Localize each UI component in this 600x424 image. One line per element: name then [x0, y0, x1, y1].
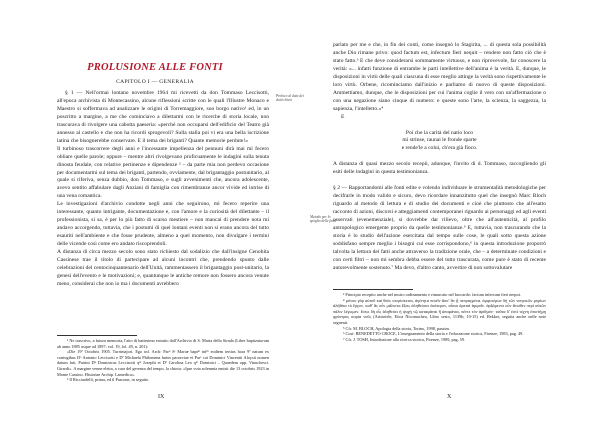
margin-note: Proloco al dato dei dotti chiesi — [276, 94, 304, 103]
page-title: PROLUSIONE ALLE FONTI — [87, 62, 223, 73]
footnote: ⁵ Cfr. M. BLOCH, Apologia della storia, Torino, 1998, passim. — [343, 325, 450, 331]
body-text — [333, 42, 546, 273]
page-number: X — [447, 394, 452, 400]
margin-note: Metodo per lo spoglio delle fonti — [310, 215, 336, 224]
footnote: ³ Principio recepito anche nel nostro ordinamento e rimarcato nel brocardo: factum infectum fieri nequit. — [343, 292, 521, 297]
footnote: ⁶ Cosí: BENEDETTO CROCE, L'insegnamento della storia e l'educazione storica, Firenze, 1983, pag. 49. — [343, 331, 524, 337]
footnote: ² Il Ricciardelli, prima, ed il Pascone, in seguito. — [67, 377, 150, 383]
paragraph: Le investigazioni d'archivio condotte negli anni che seguirono, mi fecero reperire una interessante, quanto intrigante, documentazione e, con l'amore e la curiosità del dilettante – il professionista, si sa, è per lo più fatto di scarso mestiere – non mancai di prendere nota mi andavo accorgendo, tuttavia, che i postumi di quei lontani eventi non si erano ancora del tutto esauriti nell'ambiente e che fosse prudente, almeno a quel momento, non divulgare i termini delle vicende così come ero andato riscoprendoli. — [57, 201, 269, 248]
poem-line: mi strinse, raunai le fronde sparte — [402, 137, 477, 144]
right-page — [300, 0, 600, 424]
paragraph: parlato per me e che, in fin dei conti, come insegnò lo Stagirita, ... di questa sola possibilità anche Dio rimane privo: quod factum est, infectum fieri nequit – rendere non fatto ciò che è stato fatto.³ E che deve considerarsi sommamente virtuoso, e non riprovevole, far conoscere la verità: «... infatti funzione di entrambe le parti intellettive dell'anima è la verità. E, dunque, le disposizioni in virtù delle quali ciascuna di esse meglio attinge la verità sono rispettivamente le loro virtù. Orbene, ricominciamo dall'inizio e parliamo di nuovo di queste disposizioni. Ammettiamo, dunque, che le disposizioni per cui l'anima coglie il vero con un'affermazione o con una negazione siano cinque di numero: e queste sono l'arte, la scienza, la saggezza, la sapienza, l'intelletto.»⁴ — [333, 42, 546, 112]
footnote-divider — [333, 289, 413, 290]
poem-line: e rende'le a colui, ch'era già fioco. — [401, 145, 478, 152]
footnote-divider — [57, 335, 137, 336]
paragraph: E — [341, 113, 345, 120]
paragraph: § 1 — Nell'ormai lontano novembre 1964 mi ricevetti da don Tommaso Leccisotti, all'epoca archivista di Montecassino, alcune riflessioni scritte con le quali l'Illustre Monaco e Maestro si soffermava ad analizzare le origini di Torremaggiore, suo borgo nativo¹ ed, in un poscritto a margine, a me che cominciavo a dilettarmi con le ricerche di storia locale, non trascurava di rivolgere una cabotta paeseria: «perché non occuparsi dell'edificio del Teatro già annesso al castello e che non ha ricordi sprogevoli? Sulla stalla poi vi era una bella iscrizione latina che bisognerebbe conservare. E il tema dei briganti? Quante memorie perdute!» — [57, 90, 269, 144]
paragraph: § 2 — Rapportandomi alle fonti edite e volendo individuare le strumentalità metodologiche per decifrarle in modo valido e sicuro, devo ricordare innanzitutto quel che insegnò Marc Bloch riguardo al metodo di lettura e di studio dei documenti e cioè che piuttosto che all'esatto racconto di azioni, discorsi e atteggiamenti contemporanei riguardo ai personaggi ed agli eventi osservati (evenemenziale), si dovrebbe dar rilievo, oltre che all'autenticità, al profilo antropologico emergente proprio da quelle testimonianze.⁵ E, tuttavia, non trascurando che la storia è lo studio dell'azione esercitata dal tempo sulle cose, le quali sotto questa azione soddisfano sempre meglio i bisogni cui esse corrispondono,⁶ in questa introduzione proporrò talvolta la lettura dei fatti anche attraverso la tradizione orale, che – a determinate condizioni e con certi filtri – non mi sembra debba essere del tutto trascurata, come pure è stato di recente autorevolmente sostenuto.⁷ Ma devo, d'altro canto, avvertire di non sottovalutare — [333, 185, 546, 271]
footnote: ¹ Ne trascrivo, a futura memoria, l'atto di battesimo estratto dall'Archivio di S. Maria della Strada (Liber baptizatorum ab anno 1885 usque ad 1897: vol. 19, fol. 49, n. 201): — [57, 338, 269, 349]
footnotes — [57, 338, 269, 383]
paragraph: A distanza di circa mezzo secolo sono stato richiesto dal sodalizio che dall'insigne Cenobita Cassinese trae il titolo di partecipare ad alcuni incontri che, prendendo spunto dalle celebrazioni del centocinquantenario dell'Unità, rammentassero il brigantaggio post-unitario, la genesi dell'evento e le motivazioni; e, quantunque le antiche remore non fossero ancora venute meno, considerai che non io ma i documenti avrebbero — [57, 249, 269, 287]
page-number: IX — [158, 394, 165, 400]
poem-line: Poi che la carità del natio loco — [405, 129, 474, 136]
paragraph: Il turbinoso trascorrere degli anni e l'incessante impellenza del pennuni dirà mai mi fecero obliare quelle parole; oppure – mentre altri rivolgevano proficuamente le indagini sulla tenuta dinosta feudale, con relative pertinenze e dipendenze ² – da parte mia non perdevo occasione per documentarmi sul tema dei briganti, partendo, ovviamente, dal brigantaggio postunitario, al quale si riferiva, senza dubbio, don Tommaso, e sugli avvenimenti che, ancora adolescente, avevo sentito affabulare dagli Anziani di famiglia con rimembranze ancor vivide ed intrise di una vena romantica. — [57, 145, 269, 200]
footnotes — [333, 292, 546, 342]
body-text — [57, 90, 269, 289]
poem-quote — [333, 130, 546, 154]
footnote: ⁴ μόνου γὰρ αὐτοῦ καὶ θεὸς στερίσκεται, ἀγένητα ποιεῖν ἅσσ' ἂν ᾖ πεπραγμένα. ἀμφοτέρων δὴ τῶν νοητικῶν μορίων ἀλήθεια τὸ ἔργον. καθ' ἃς οὖν μάλιστα ἕξεις ἀληθεύσει ἑκάτερον, αὗται ἀρεταὶ ἀμφοῖν. ἀρξάμενοι οὖν ἄνωθεν περὶ αὐτῶν πάλιν λέγωμεν. ἔστω δὴ οἷς ἀληθεύει ἡ ψυχὴ τῷ καταφάναι ἢ ἀποφάναι, πέντε τὸν ἀριθμόν· ταῦτα δ' ἐστὶ τέχνη ἐπιστήμη φρόνησις σοφία νοῦς (Aristotele, Etica Nicomachea, Libro sesto, 1139b, 10-15) ed. Bekker, seguita anche nelle note seguenti. — [333, 297, 546, 325]
paragraph: A distanza di quasi mezzo secolo recepii, adunque, l'invito di d. Tommaso, raccogliendo gli esiti delle indagini in questa testimonianza. — [333, 161, 546, 176]
footnote: ⁷ Cfr. J. TOSH, Introduzione alla ricerca storica, Firenze, 1989, pag. 59. — [343, 336, 466, 342]
footnote: «Die 19ª Octobris 1905. Turrimajori. Ego inf. Arch: Parᵘ Sᵗ Mariæ baptᵐ infᵐ eodiem tertius hora 9ª natum ex coniugibus Dᵒ Antonio Leccisotti e Dª Michaela Philomena huius paroeciae et Parᵉ cui Dominici Vincentii Aloysii nomen datum fuit. Patrini Dⁿ Dominicus Leccisotti qᵐ Josephi et Dª Carolina Leo qᵐ Dominici – Quaedem opp. Vinuchesci. Girardi». A margine venne eletta, a cura del gerenza del tempo, la chiosa: «Ipse vota solemnia emisit die 13 octobris 1923 in Monte Cassino. Historiae Archip. Lamedica». — [57, 349, 269, 377]
chapter-heading: CAPITOLO I — GENERALIA — [116, 79, 194, 85]
